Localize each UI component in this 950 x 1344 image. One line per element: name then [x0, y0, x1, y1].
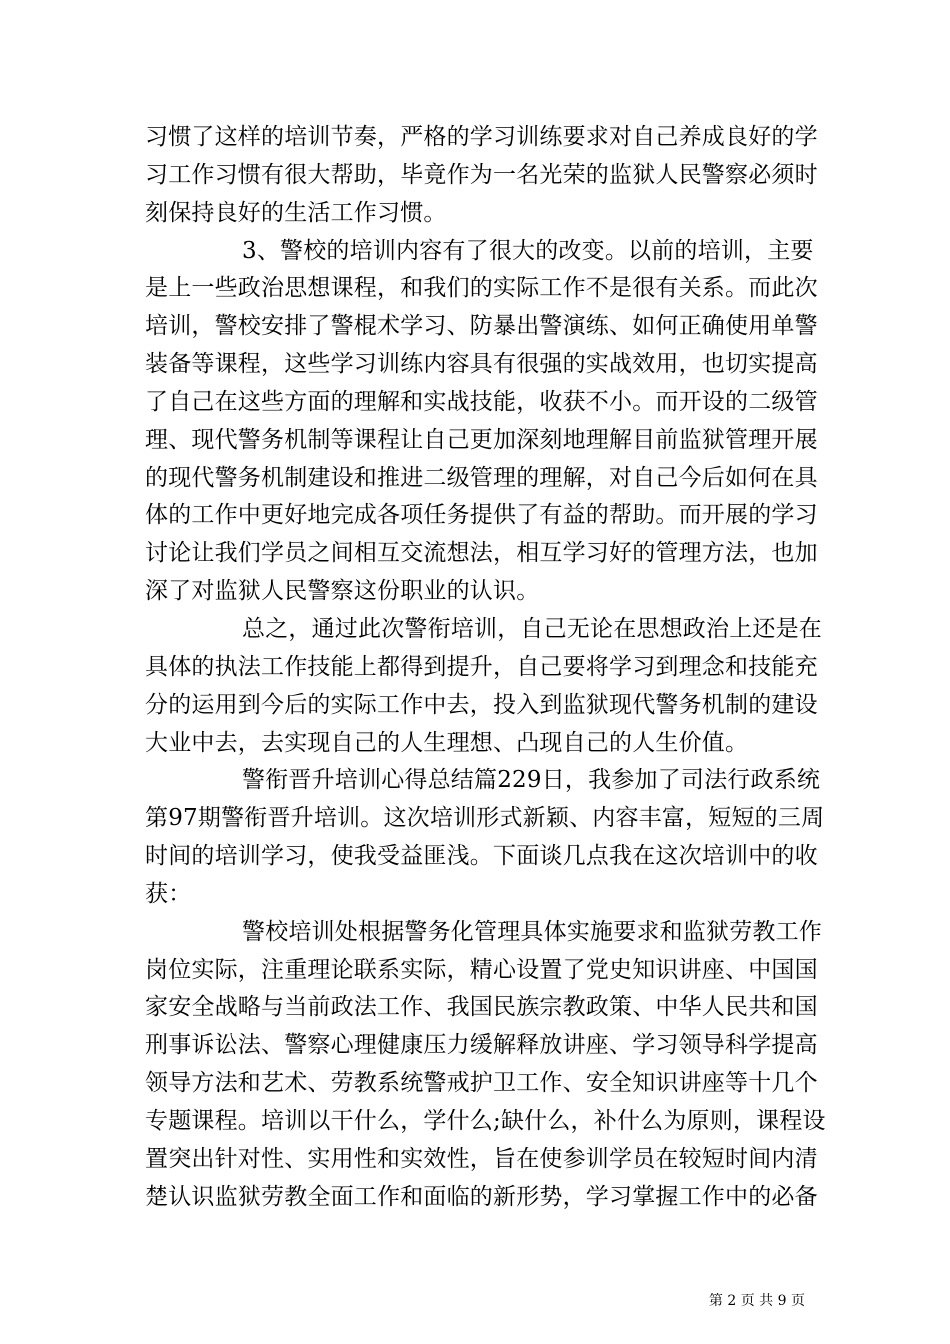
- text-line: 岗位实际，注重理论联系实际，精心设置了党史知识讲座、中国国: [145, 957, 818, 983]
- paragraph-start-line: 总之，通过此次警衔培训，自己无论在思想政治上还是在: [242, 616, 822, 642]
- text-line: 获：: [145, 881, 192, 907]
- text-line: 的现代警务机制建设和推进二级管理的理解，对自己今后如何在具: [145, 465, 818, 491]
- text-line: 家安全战略与当前政法工作、我国民族宗教政策、中华人民共和国: [145, 994, 818, 1020]
- text-line: 是上一些政治思想课程，和我们的实际工作不是很有关系。而此次: [145, 275, 818, 301]
- text-line: 讨论让我们学员之间相互交流想法，相互学习好的管理方法，也加: [145, 540, 818, 566]
- text-line: 培训，警校安排了警棍术学习、防暴出警演练、如何正确使用单警: [145, 313, 818, 339]
- text-line: 分的运用到今后的实际工作中去，投入到监狱现代警务机制的建设: [145, 692, 818, 718]
- text-line: 置突出针对性、实用性和实效性，旨在使参训学员在较短时间内清: [145, 1146, 818, 1172]
- text-line: 刻保持良好的生活工作习惯。: [145, 200, 447, 226]
- text-line: 领导方法和艺术、劳教系统警戒护卫工作、安全知识讲座等十几个: [145, 1070, 818, 1096]
- text-line: 深了对监狱人民警察这份职业的认识。: [145, 578, 540, 604]
- text-line: 习惯了这样的培训节奏，严格的学习训练要求对自己养成良好的学: [145, 124, 818, 150]
- paragraph-start-line: 警衔晋升培训心得总结篇229日，我参加了司法行政系统: [242, 767, 821, 793]
- text-line: 刑事诉讼法、警察心理健康压力缓解释放讲座、学习领导科学提高: [145, 1032, 818, 1058]
- paragraph-start-line: 3、警校的培训内容有了很大的改变。以前的培训，主要: [242, 238, 814, 264]
- text-line: 第97期警衔晋升培训。这次培训形式新颖、内容丰富，短短的三周: [145, 805, 825, 831]
- text-line: 楚认识监狱劳教全面工作和面临的新形势，学习掌握工作中的必备: [145, 1184, 818, 1210]
- paragraph-start-line: 警校培训处根据警务化管理具体实施要求和监狱劳教工作: [242, 919, 822, 945]
- text-line: 时间的培训学习，使我受益匪浅。下面谈几点我在这次培训中的收: [145, 843, 818, 869]
- page-number: 第 2 页 共 9 页: [708, 1293, 805, 1309]
- text-line: 理、现代警务机制等课程让自己更加深刻地理解目前监狱管理开展: [145, 427, 818, 453]
- text-line: 习工作习惯有很大帮助，毕竟作为一名光荣的监狱人民警察必须时: [145, 162, 818, 188]
- text-line: 具体的执法工作技能上都得到提升，自己要将学习到理念和技能充: [145, 654, 818, 680]
- text-line: 了自己在这些方面的理解和实战技能，收获不小。而开设的二级管: [145, 389, 818, 415]
- text-line: 体的工作中更好地完成各项任务提供了有益的帮助。而开展的学习: [145, 502, 818, 528]
- text-line: 大业中去，去实现自己的人生理想、凸现自己的人生价值。: [145, 730, 749, 756]
- text-line: 装备等课程，这些学习训练内容具有很强的实战效用，也切实提高: [145, 351, 818, 377]
- text-line: 专题课程。培训以干什么，学什么;缺什么，补什么为原则，课程设: [145, 1108, 826, 1134]
